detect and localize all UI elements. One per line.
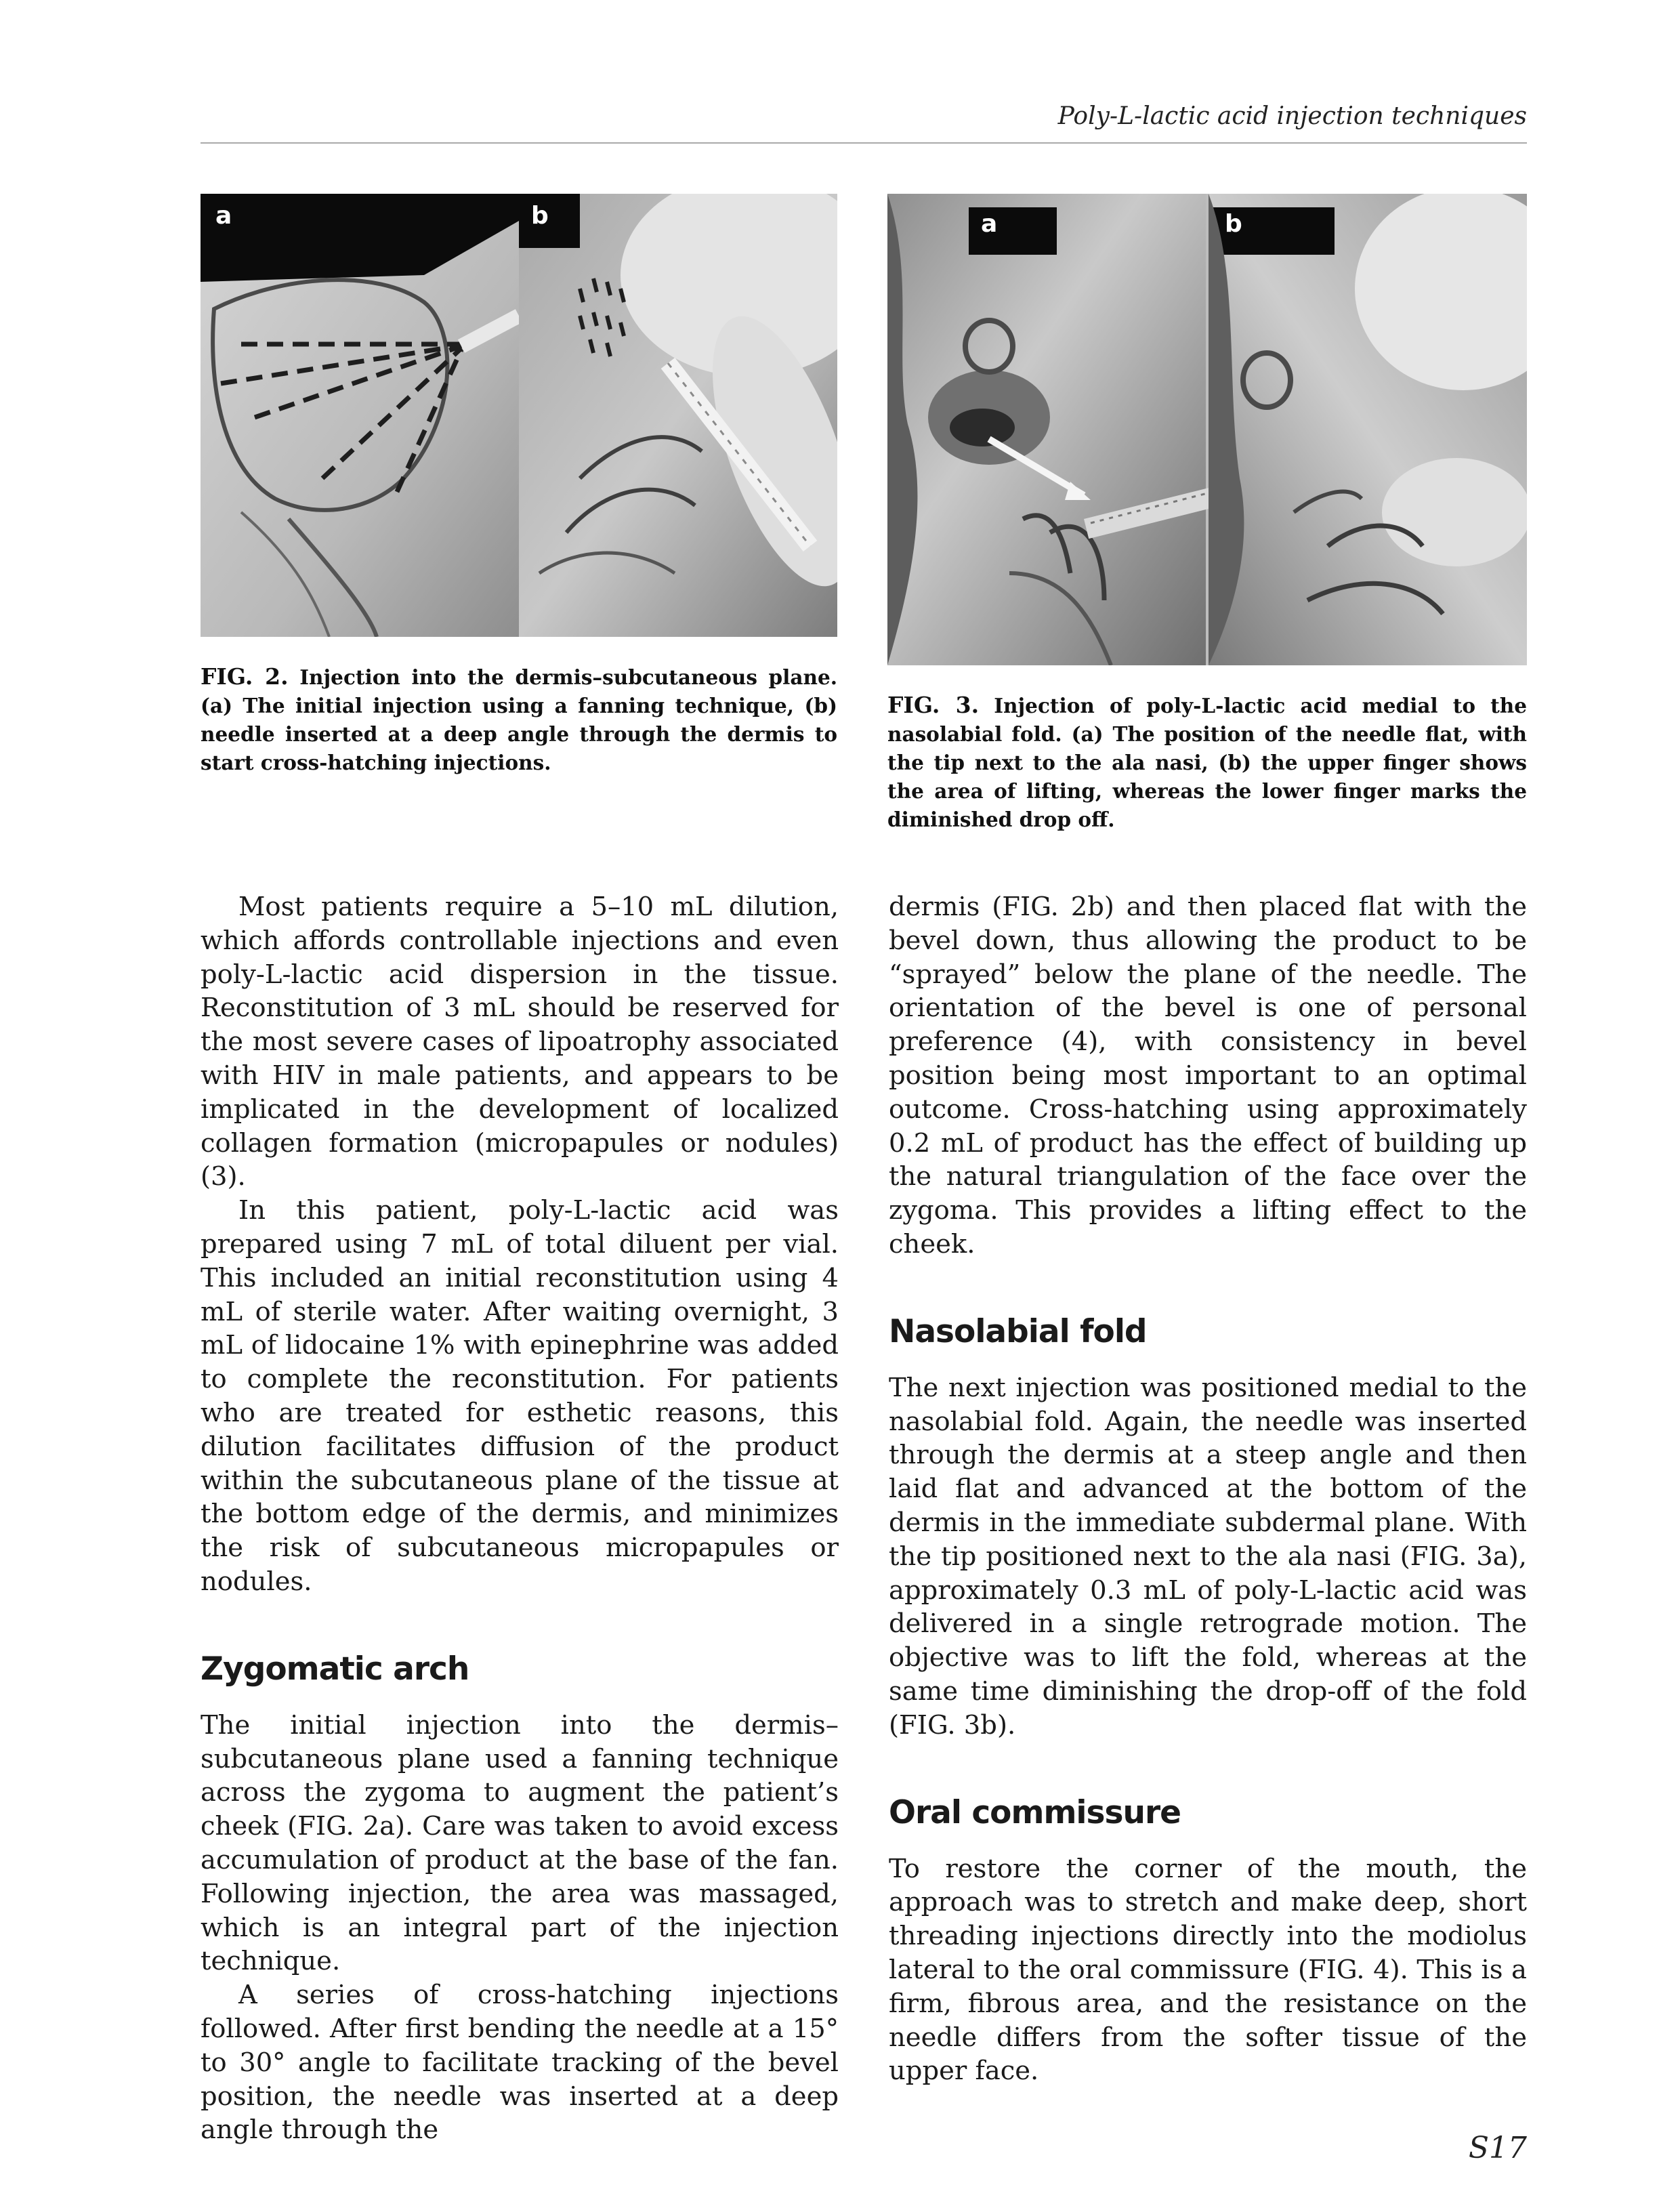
figure-2-photo	[201, 194, 837, 637]
figure-2-panel-label-a: a	[215, 202, 232, 230]
figure-3-caption-text: Injection of poly-L-lactic acid medial to the nasolabial fold. (a) The position of the needle flat, with the tip next to the ala nasi, (b) the upper finger shows the area of lifting, whereas the lower finger marks the diminished drop off.	[887, 694, 1527, 831]
figure-2-caption-text: Injection into the dermis–subcutaneous plane. (a) The initial injection using a fanning technique, (b) needle inserted at a deep angle through the dermis to start cross-hatching injections.	[201, 665, 837, 774]
figure-3-caption	[887, 691, 1527, 834]
paragraph-bevel-continuation: dermis (FIG. 2b) and then placed flat with the bevel down, thus allowing the product to be “sprayed” below the plane of the needle. The orientation of the bevel is one of personal preference (4), with consistency in bevel position being most important to an optimal outcome. Cross-hatching using approximately 0.2 mL of product has the effect of building up the natural triangulation of the face over the zygoma. This provides a lifting effect to the cheek.	[889, 892, 1527, 1259]
figure-2-number: FIG. 2.	[201, 663, 289, 690]
heading-nasolabial-fold: Nasolabial fold	[889, 1312, 1147, 1350]
left-column	[201, 890, 839, 2147]
page-number: S17	[1468, 2131, 1527, 2165]
paragraph-nasolabial-fold: The next injection was positioned medial to the nasolabial fold. Again, the needle was inserted through the dermis at a steep angle and then laid flat and advanced at the bottom of the dermis in the immediate subdermal plane. With the tip positioned next to the ala nasi (FIG. 3a), approximately 0.3 mL of poly-L-lactic acid was delivered in a single retrograde motion. The objective was to lift the fold, whereas at the same time diminishing the drop-off of the fold (FIG. 3b).	[889, 1372, 1527, 1741]
right-column	[889, 890, 1527, 2088]
figure-3-number: FIG. 3.	[887, 692, 980, 718]
paragraph-dilution: Most patients require a 5–10 mL dilution, which affords controllable injections and even poly-L-lactic acid dispersion in the tissue. Reconstitution of 3 mL should be reserved for the most severe cases of lipoatrophy associated with HIV in male patients, and appears to be implicated in the development of localized collagen formation (micropapules or nodules) (3).	[201, 892, 839, 1192]
figure-3-panel-label-a: a	[981, 210, 998, 238]
heading-oral-commissure: Oral commissure	[889, 1793, 1181, 1831]
heading-zygomatic-arch: Zygomatic arch	[201, 1650, 469, 1688]
paragraph-fanning-injection: The initial injection into the dermis–subcutaneous plane used a fanning technique across the zygoma to augment the patient’s cheek (FIG. 2a). Care was taken to avoid excess accumulation of product at the base of the fan. Following injection, the area was massaged, which is an integral part of the injection technique.	[201, 1709, 839, 1977]
header-rule	[201, 142, 1527, 144]
running-head: Poly-L-lactic acid injection techniques	[1057, 102, 1527, 130]
paragraph-patient-preparation: In this patient, poly-L-lactic acid was prepared using 7 mL of total diluent per vial. This included an initial reconstitution using 4 mL of sterile water. After waiting overnight, 3 mL of lidocaine 1% with epinephrine was added to complete the reconstitution. For patients who are treated for esthetic reasons, this dilution facilitates diffusion of the product within the subcutaneous plane of the tissue at the bottom edge of the dermis, and minimizes the risk of subcutaneous micropapules or nodules.	[201, 1195, 839, 1597]
paragraph-oral-commissure: To restore the corner of the mouth, the approach was to stretch and make deep, short threading injections directly into the modiolus lateral to the oral commissure (FIG. 4). This is a firm, fibrous area, and the resistance on the needle differs from the softer tissue of the upper face.	[889, 1853, 1527, 2087]
paragraph-cross-hatching: A series of cross-hatching injections followed. After first bending the needle at a 15° to 30° angle to facilitate tracking of the bevel position, the needle was inserted at a deep angle through the	[201, 1980, 839, 2146]
figure-3-photo	[887, 194, 1527, 665]
figure-2-caption	[201, 663, 837, 777]
figure-3-panel-label-b: b	[1225, 210, 1242, 238]
figure-2-panel-label-b: b	[531, 202, 549, 230]
figure-3-image	[887, 194, 1527, 665]
figure-2-image	[201, 194, 837, 637]
